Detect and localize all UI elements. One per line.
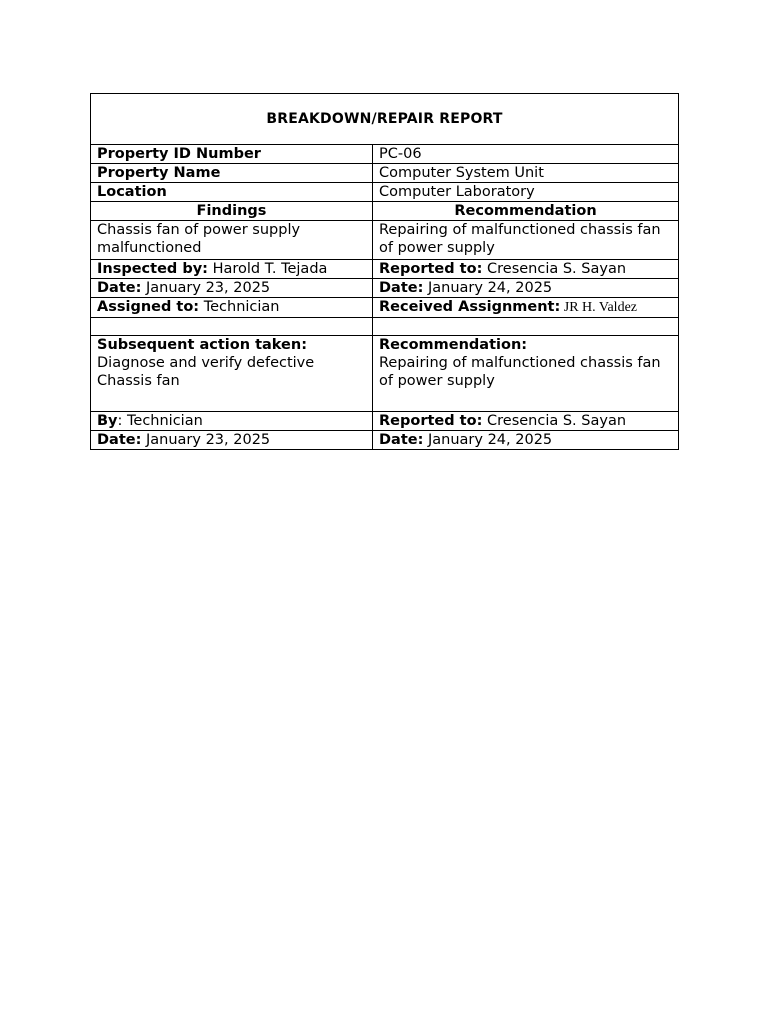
date-row-1 [91, 279, 679, 298]
received-assignment-cell [373, 298, 679, 318]
date-label: Date: [379, 432, 424, 448]
date-value: January 24, 2025 [423, 280, 553, 296]
reported-to-value: Cresencia S. Sayan [482, 413, 627, 429]
repair-report-table [90, 93, 679, 450]
by-label: By [97, 413, 118, 429]
recommendation-2-cell [373, 336, 679, 412]
by-row [91, 412, 679, 431]
assignment-row [91, 298, 679, 318]
date-value: January 23, 2025 [141, 280, 271, 296]
findings-header: Findings [91, 202, 373, 221]
date-cell-1 [91, 279, 373, 298]
subsequent-action-cell [91, 336, 373, 412]
property-name-label: Property Name [91, 164, 373, 183]
blank-row [91, 318, 679, 336]
date-cell-3 [91, 431, 373, 450]
by-value: : Technician [117, 413, 203, 429]
inspected-by-value: Harold T. Tejada [207, 261, 328, 277]
received-assignment-value: JR H. Valdez [560, 300, 637, 315]
reported-to-cell [373, 260, 679, 279]
date-cell-4 [373, 431, 679, 450]
recommendation-2-value: Repairing of malfunctioned chassis fan of power supply [379, 355, 661, 389]
action-row [91, 336, 679, 412]
reported-to-label: Reported to: [379, 413, 483, 429]
location-value: Computer Laboratory [373, 183, 679, 202]
property-id-label: Property ID Number [91, 145, 373, 164]
assigned-to-label: Assigned to: [97, 299, 200, 315]
recommendation-text: Repairing of malfunctioned chassis fan of power supply [373, 221, 679, 260]
property-name-row [91, 164, 679, 183]
location-label: Location [91, 183, 373, 202]
recommendation-2-label: Recommendation: [379, 337, 528, 353]
received-assignment-label: Received Assignment: [379, 299, 561, 315]
inspected-row [91, 260, 679, 279]
location-row [91, 183, 679, 202]
date-label: Date: [97, 280, 142, 296]
findings-text: Chassis fan of power supply malfunctioned [91, 221, 373, 260]
date-label: Date: [379, 280, 424, 296]
findings-row [91, 221, 679, 260]
date-value: January 24, 2025 [423, 432, 553, 448]
reported-to-2-cell [373, 412, 679, 431]
title-row [91, 94, 679, 145]
recommendation-header: Recommendation [373, 202, 679, 221]
by-cell [91, 412, 373, 431]
reported-to-label: Reported to: [379, 261, 483, 277]
subsequent-action-value: Diagnose and verify defective Chassis fan [97, 355, 315, 389]
blank-cell-left [91, 318, 373, 336]
date-cell-2 [373, 279, 679, 298]
property-name-value: Computer System Unit [373, 164, 679, 183]
findings-header-row [91, 202, 679, 221]
property-id-row [91, 145, 679, 164]
reported-to-value: Cresencia S. Sayan [482, 261, 627, 277]
date-row-2 [91, 431, 679, 450]
inspected-by-label: Inspected by: [97, 261, 208, 277]
inspected-by-cell [91, 260, 373, 279]
date-label: Date: [97, 432, 142, 448]
property-id-value: PC-06 [373, 145, 679, 164]
date-value: January 23, 2025 [141, 432, 271, 448]
assigned-to-value: Technician [199, 299, 280, 315]
report-title: BREAKDOWN/REPAIR REPORT [91, 94, 679, 145]
assigned-to-cell [91, 298, 373, 318]
subsequent-action-label: Subsequent action taken: [97, 337, 307, 353]
blank-cell-right [373, 318, 679, 336]
